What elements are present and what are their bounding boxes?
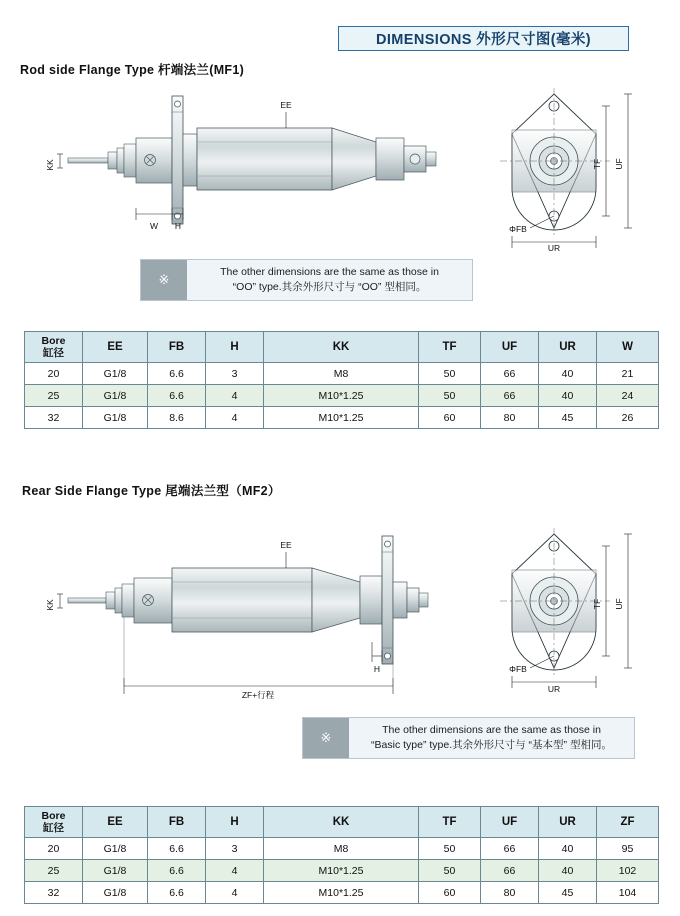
cell-bore: 25 [25, 385, 83, 407]
label-h-mf1: H [174, 221, 182, 231]
note-line-1: The other dimensions are the same as those in [382, 724, 601, 736]
cell-uf: 66 [481, 838, 539, 860]
cell-ur: 40 [539, 860, 597, 882]
cell-kk: M8 [264, 363, 419, 385]
cell-bore: 20 [25, 838, 83, 860]
cell-fb: 6.6 [148, 363, 206, 385]
cell-tf: 50 [419, 363, 481, 385]
cell-h: 4 [206, 385, 264, 407]
cell-tf: 50 [419, 838, 481, 860]
cell-fb: 6.6 [148, 385, 206, 407]
header-bore [25, 332, 83, 363]
cell-h: 4 [206, 882, 264, 904]
drawing-mf1 [20, 76, 660, 252]
cell-uf: 66 [481, 363, 539, 385]
cell-w: 26 [597, 407, 659, 429]
cell-ur: 40 [539, 838, 597, 860]
label-ur-mf1: UR [547, 243, 561, 252]
header-h: H [206, 807, 264, 838]
cell-ee: G1/8 [83, 407, 148, 429]
cell-zf: 95 [597, 838, 659, 860]
cell-fb: 8.6 [148, 407, 206, 429]
cell-ur: 40 [539, 385, 597, 407]
cell-h: 4 [206, 860, 264, 882]
header-uf: UF [481, 332, 539, 363]
cell-kk: M8 [264, 838, 419, 860]
header-bore-cn: 缸径 [43, 822, 64, 834]
cell-zf: 104 [597, 882, 659, 904]
label-uf-mf2: UF [614, 598, 624, 610]
section-title-mf2: Rear Side Flange Type 尾端法兰型（MF2） [22, 484, 281, 498]
cell-w: 21 [597, 363, 659, 385]
note-body-mf1 [187, 260, 472, 300]
cell-kk: M10*1.25 [264, 882, 419, 904]
cell-w: 24 [597, 385, 659, 407]
header-ur: UR [539, 807, 597, 838]
header-tf: TF [419, 332, 481, 363]
note-box-mf1 [140, 259, 473, 301]
cell-ee: G1/8 [83, 860, 148, 882]
label-h-mf2: H [373, 664, 381, 674]
label-ur-mf2: UR [547, 684, 561, 694]
cell-ur: 45 [539, 407, 597, 429]
header-bore-en: Bore [41, 335, 66, 347]
cell-kk: M10*1.25 [264, 860, 419, 882]
header-w: W [597, 332, 659, 363]
cell-uf: 66 [481, 860, 539, 882]
label-tf-mf1: TF [592, 158, 602, 170]
cell-tf: 60 [419, 882, 481, 904]
header-ee: EE [83, 807, 148, 838]
table-header-row [25, 332, 659, 363]
header-kk: KK [264, 807, 419, 838]
cell-tf: 50 [419, 385, 481, 407]
cell-bore: 20 [25, 363, 83, 385]
header-ee: EE [83, 332, 148, 363]
header-zf: ZF [597, 807, 659, 838]
note-line-1: The other dimensions are the same as those in [220, 266, 439, 278]
header-fb: FB [148, 807, 206, 838]
label-zf-mf2: ZF+行程 [241, 690, 275, 700]
table-header-row [25, 807, 659, 838]
cell-fb: 6.6 [148, 838, 206, 860]
header-bore [25, 807, 83, 838]
drawing-mf2 [20, 520, 660, 712]
cell-bore: 25 [25, 860, 83, 882]
label-fb-mf1: ΦFB [509, 224, 527, 234]
table-row [25, 407, 659, 429]
label-kk-mf1: KK [45, 159, 55, 171]
cell-h: 4 [206, 407, 264, 429]
header-bore-en: Bore [41, 810, 66, 822]
cell-ee: G1/8 [83, 882, 148, 904]
section-title-mf1: Rod side Flange Type 杆端法兰(MF1) [20, 63, 245, 77]
dimensions-table-mf2 [24, 806, 659, 904]
header-fb: FB [148, 332, 206, 363]
cell-zf: 102 [597, 860, 659, 882]
label-ee-mf1: EE [280, 100, 292, 110]
note-line-2: “Basic type” type.其余外形尺寸与 “基本型” 型相同。 [371, 739, 612, 751]
note-body-mf2 [349, 718, 634, 758]
cell-ur: 45 [539, 882, 597, 904]
header-ur: UR [539, 332, 597, 363]
cell-ee: G1/8 [83, 385, 148, 407]
cell-ur: 40 [539, 363, 597, 385]
cell-ee: G1/8 [83, 363, 148, 385]
header-tf: TF [419, 807, 481, 838]
note-mark-icon: ※ [303, 718, 349, 758]
label-kk-mf2: KK [45, 599, 55, 611]
note-box-mf2 [302, 717, 635, 759]
cell-h: 3 [206, 363, 264, 385]
banner-title: DIMENSIONS 外形尺寸图(毫米) [375, 32, 592, 48]
cell-uf: 80 [481, 882, 539, 904]
cell-ee: G1/8 [83, 838, 148, 860]
cell-uf: 66 [481, 385, 539, 407]
dimensions-banner [338, 26, 629, 51]
cell-tf: 60 [419, 407, 481, 429]
cell-bore: 32 [25, 882, 83, 904]
table-row [25, 838, 659, 860]
label-fb-mf2: ΦFB [509, 664, 527, 674]
header-h: H [206, 332, 264, 363]
cell-bore: 32 [25, 407, 83, 429]
header-bore-cn: 缸径 [43, 347, 64, 359]
table-row [25, 882, 659, 904]
note-mark-icon: ※ [141, 260, 187, 300]
label-uf-mf1: UF [614, 158, 624, 170]
header-kk: KK [264, 332, 419, 363]
table-row [25, 860, 659, 882]
cell-fb: 6.6 [148, 882, 206, 904]
table-row [25, 385, 659, 407]
cell-kk: M10*1.25 [264, 385, 419, 407]
cell-fb: 6.6 [148, 860, 206, 882]
dimensions-table-mf1 [24, 331, 659, 429]
label-w-mf1: W [149, 221, 159, 231]
cell-uf: 80 [481, 407, 539, 429]
table-row [25, 363, 659, 385]
cell-h: 3 [206, 838, 264, 860]
label-ee-mf2: EE [280, 540, 292, 550]
cell-kk: M10*1.25 [264, 407, 419, 429]
header-uf: UF [481, 807, 539, 838]
label-tf-mf2: TF [592, 598, 602, 610]
cell-tf: 50 [419, 860, 481, 882]
note-line-2: “OO” type.其余外形尺寸与 “OO” 型相同。 [232, 281, 427, 293]
